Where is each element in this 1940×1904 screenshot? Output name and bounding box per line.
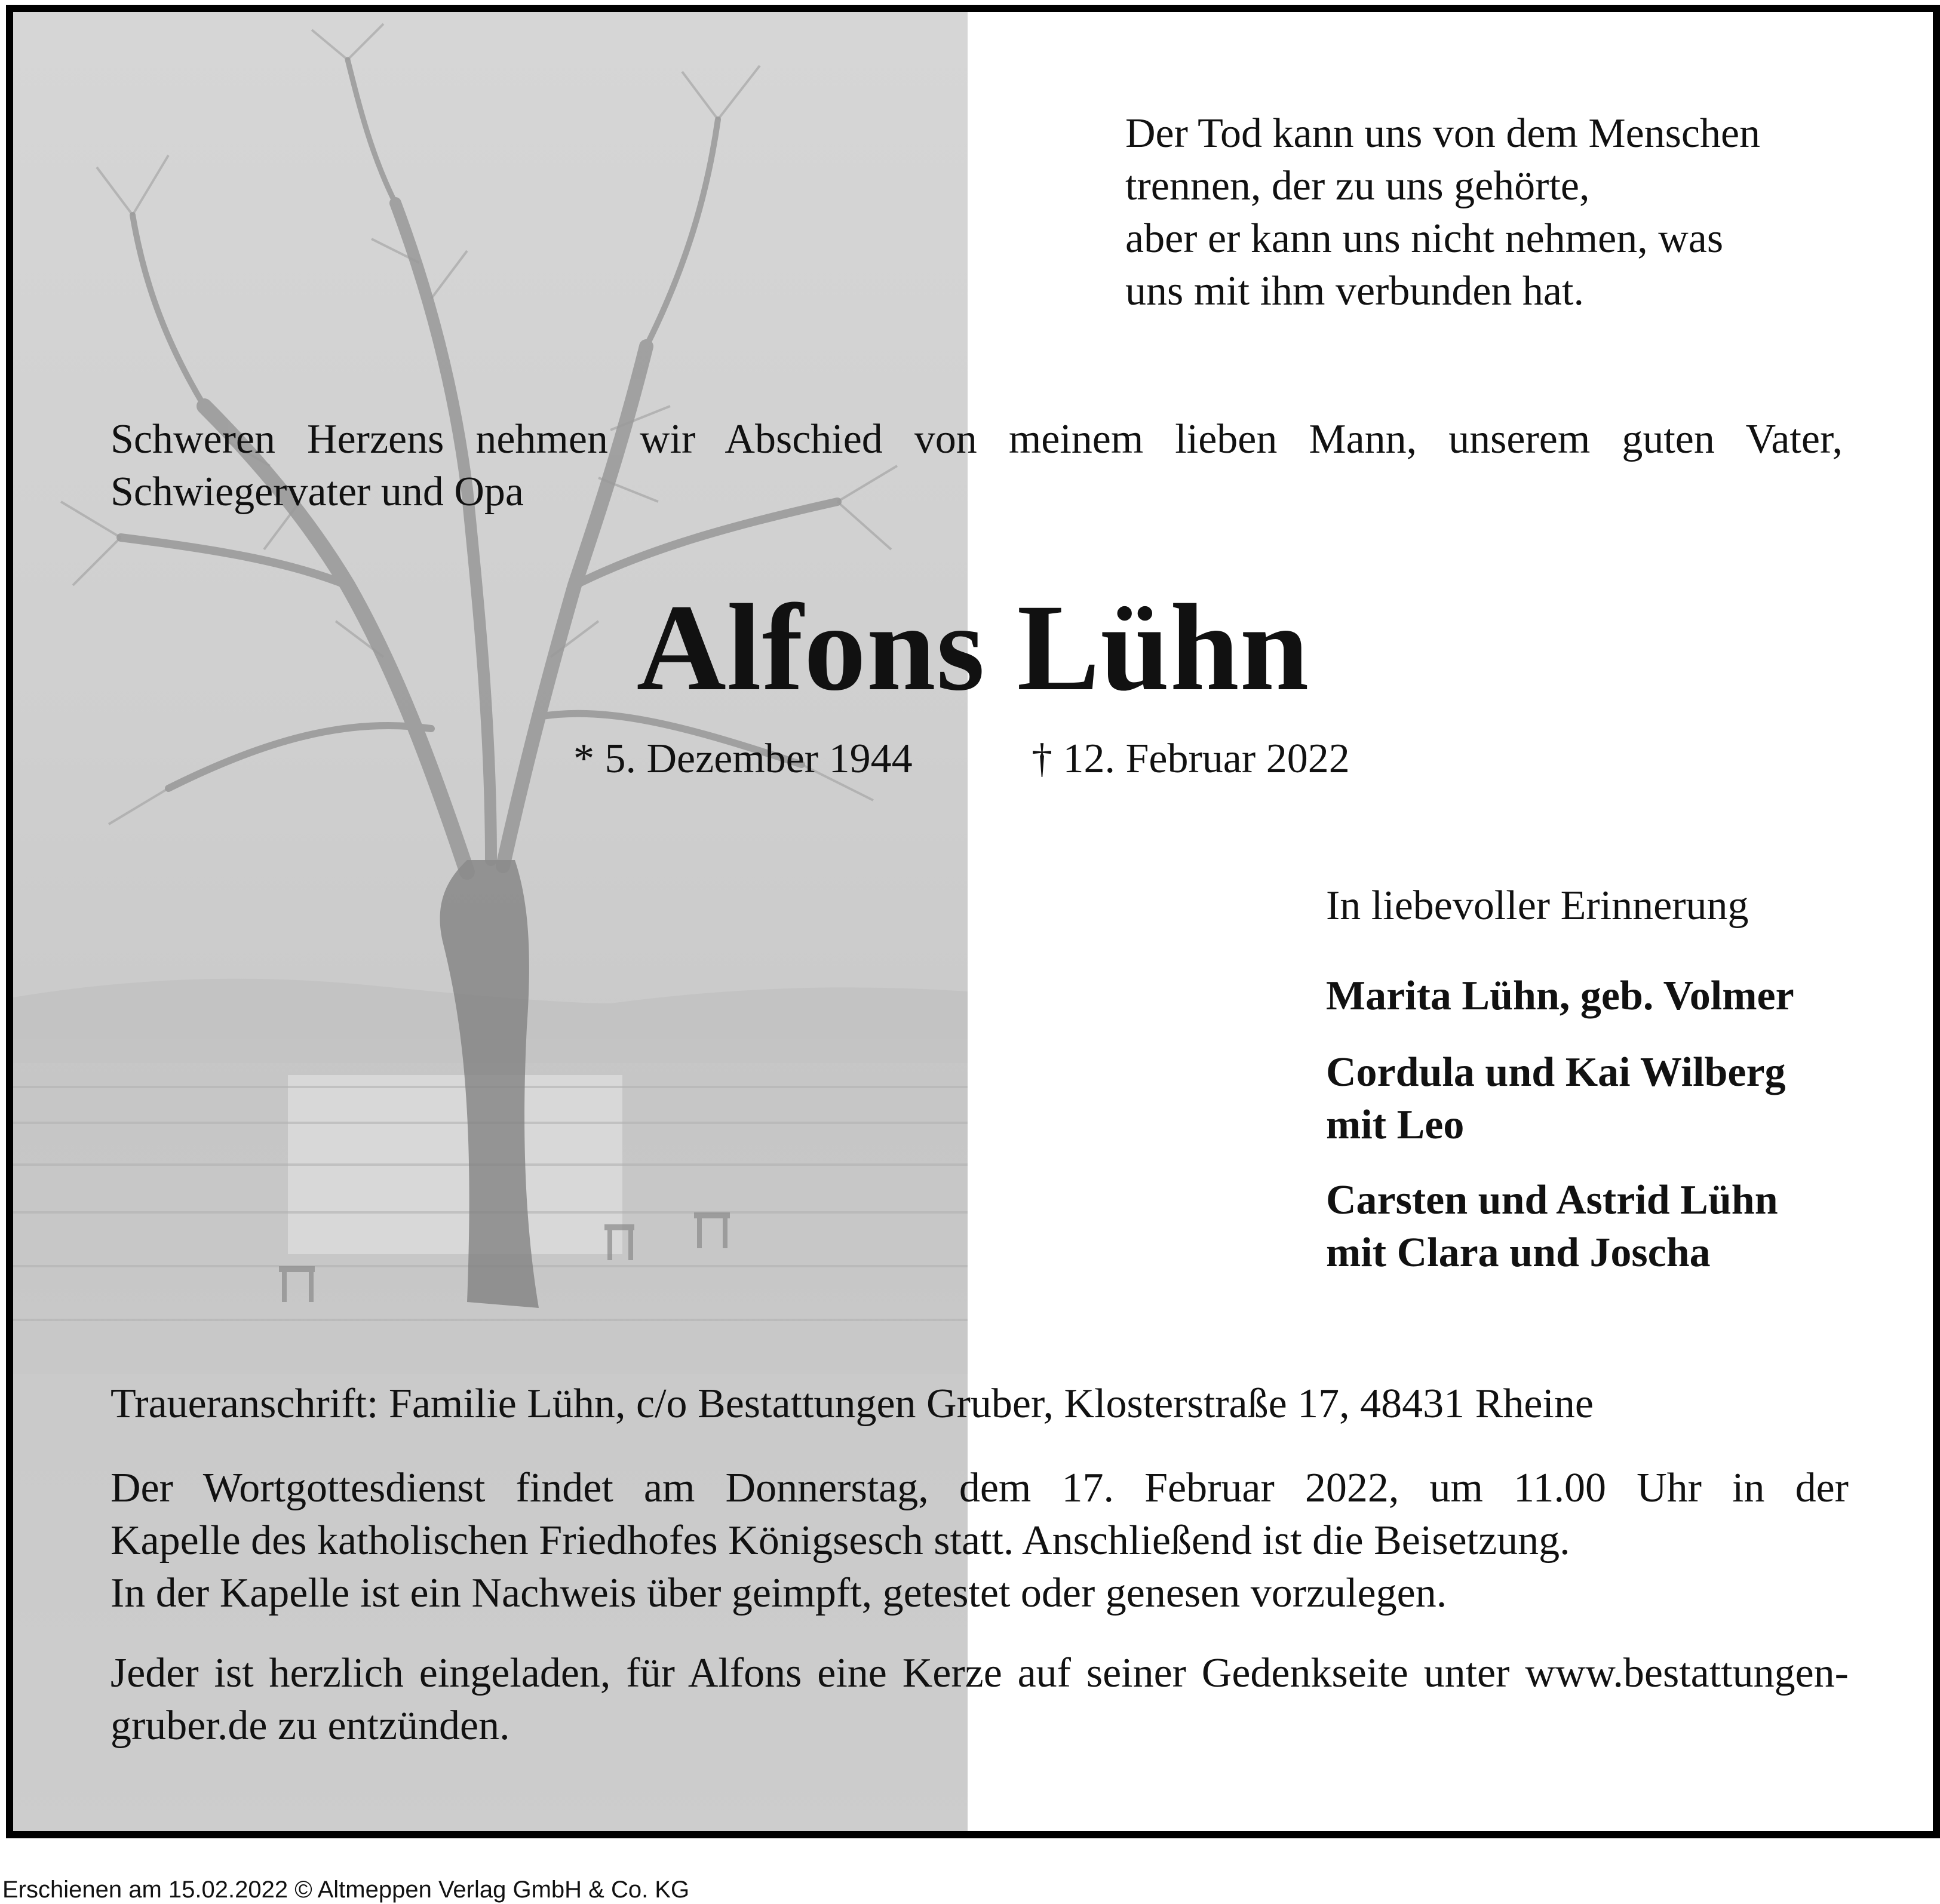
quote-line: trennen, der zu uns gehörte, bbox=[1125, 163, 1590, 209]
service-line: Der Wortgottesdienst findet am Donnerstag, dem 17. Februar 2022, um 11.00 Uhr in der bbox=[110, 1465, 1849, 1511]
farewell-intro bbox=[110, 413, 1843, 518]
quote-line: Der Tod kann uns von dem Menschen bbox=[1125, 110, 1761, 156]
mourner-family bbox=[1326, 1174, 1778, 1279]
mourner-line: Carsten und Astrid Lühn bbox=[1326, 1177, 1778, 1223]
mourning-address: Traueranschrift: Familie Lühn, c/o Bestattungen Gruber, Klosterstraße 17, 48431 Rheine bbox=[110, 1381, 1594, 1427]
publication-footer: Erschienen am 15.02.2022 © Altmeppen Verlag GmbH & Co. KG bbox=[2, 1877, 690, 1903]
memory-heading: In liebevoller Erinnerung bbox=[1326, 883, 1749, 929]
mourner-family bbox=[1326, 1046, 1786, 1151]
birth-date: * 5. Dezember 1944 bbox=[573, 736, 913, 782]
death-date: † 12. Februar 2022 bbox=[1032, 736, 1350, 782]
quote-block bbox=[1125, 108, 1760, 318]
candle-invitation: Jeder ist herzlich eingeladen, für Alfons eine Kerze auf seiner Gedenkseite unter www.bestattungen-gruber.de zu entzünden. bbox=[110, 1650, 1849, 1749]
mourner-line: mit Clara und Joscha bbox=[1326, 1230, 1711, 1276]
intro-line: Schwiegervater und Opa bbox=[110, 469, 524, 515]
mourner-line: Cordula und Kai Wilberg bbox=[1326, 1049, 1786, 1095]
service-line: In der Kapelle ist ein Nachweis über geimpft, getestet oder genesen vorzulegen. bbox=[110, 1570, 1447, 1616]
mourner-line: Marita Lühn, geb. Volmer bbox=[1326, 973, 1794, 1019]
quote-line: aber er kann uns nicht nehmen, was bbox=[1125, 216, 1724, 262]
obituary-notice bbox=[6, 5, 1940, 1838]
intro-line: Schweren Herzens nehmen wir Abschied von meinem lieben Mann, unserem guten Vater, bbox=[110, 416, 1843, 462]
service-line: Kapelle des katholischen Friedhofes Königsesch statt. Anschließend ist die Beisetzung. bbox=[110, 1518, 1570, 1564]
mourner-family bbox=[1326, 970, 1794, 1022]
mourner-line: mit Leo bbox=[1326, 1102, 1465, 1148]
quote-line: uns mit ihm verbunden hat. bbox=[1125, 268, 1584, 314]
deceased-name: Alfons Lühn bbox=[636, 579, 1310, 716]
service-info bbox=[110, 1462, 1849, 1620]
